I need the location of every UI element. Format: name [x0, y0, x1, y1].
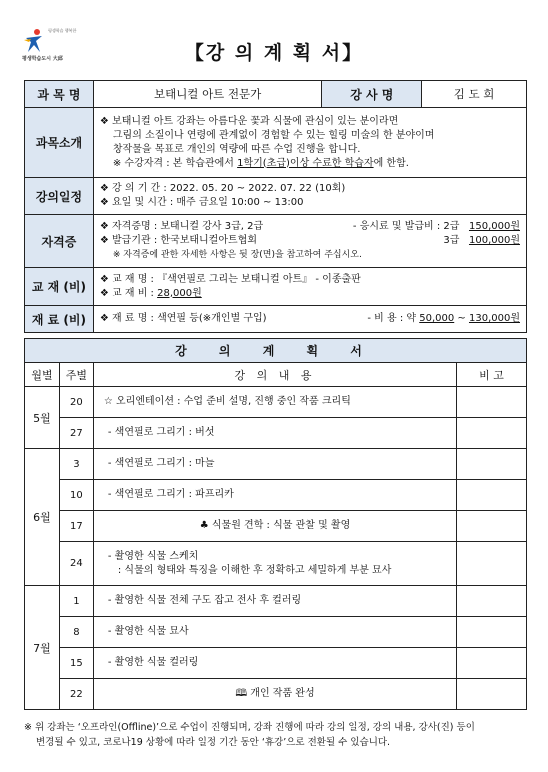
cert-fee-3: 100,000원: [468, 235, 520, 246]
lecture-content-line: : 식물의 형태와 특징을 이해한 후 정확하고 세밀하게 부분 묘사: [117, 564, 392, 576]
table-row: [25, 387, 527, 418]
table-row: [25, 449, 527, 480]
week-cell: 24: [59, 542, 93, 586]
intro-content: [93, 108, 526, 178]
lecture-content: - 촬영한 식물 컬러링: [93, 648, 456, 679]
lecture-content: - 촬영한 식물 묘사: [93, 617, 456, 648]
footer-note-line: ※ 위 강좌는 ‘오프라인(Offline)’으로 수업이 진행되며, 강좌 진행에 따라 강의 일정, 강의 내용, 강사(진) 등이: [24, 722, 475, 733]
bullet-icon: ❖: [99, 115, 109, 127]
page-title: 【강 의 계 획 서】: [184, 42, 364, 64]
table-row: [25, 648, 527, 679]
cert-grade-3: 3급: [443, 235, 460, 246]
note-cell: [457, 648, 527, 679]
month-may: 5월: [25, 387, 60, 449]
note-cell: [457, 679, 527, 710]
col-note: 비 고: [457, 363, 527, 387]
col-content: 강 의 내 용: [93, 363, 456, 387]
note-cell: [457, 586, 527, 617]
table-row: [25, 617, 527, 648]
lecture-content: - 색연필로 그리기 : 버섯: [93, 418, 456, 449]
week-cell: 17: [59, 511, 93, 542]
textbook-label: 교 재 (비): [25, 268, 94, 306]
lecture-content: 🕮 개인 작품 완성: [93, 679, 456, 710]
schedule-period: ❖ 강 의 기 간 : 2022. 05. 20 ~ 2022. 07. 22 (10회): [99, 183, 346, 194]
table-row: [25, 586, 527, 617]
material-label: 재 료 (비): [25, 306, 94, 333]
week-cell: 8: [59, 617, 93, 648]
schedule-content: [93, 178, 526, 215]
note-cell: [457, 617, 527, 648]
month-july: 7월: [25, 586, 60, 710]
lecture-content: ♣ 식물원 견학 : 식물 관찰 및 촬영: [93, 511, 456, 542]
table-row: [25, 511, 527, 542]
footer-note: [24, 720, 529, 750]
instructor-name: 김 도 희: [422, 81, 527, 108]
lecture-content: - 촬영한 식물 전체 구도 잡고 전사 후 컬러링: [93, 586, 456, 617]
note-cell: [457, 542, 527, 586]
logo-slogan: 평생학습 행복한: [48, 28, 77, 33]
cert-label: 자격증: [25, 215, 94, 268]
col-week: 주별: [59, 363, 93, 387]
week-cell: 15: [59, 648, 93, 679]
material-cost: - 비 용 : 약 50,000 ~ 130,000원: [367, 313, 520, 324]
table-row: [25, 542, 527, 586]
note-cell: [457, 480, 527, 511]
cert-fee-2: 150,000원: [468, 221, 520, 232]
note-cell: [457, 387, 527, 418]
week-cell: 1: [59, 586, 93, 617]
cert-note: ※ 자격증에 관한 자세한 사항은 뒷 장(면)을 참고하여 주십시오.: [112, 250, 362, 260]
textbook-content: [93, 268, 526, 306]
schedule-label: 강의일정: [25, 178, 94, 215]
month-june: 6월: [25, 449, 60, 586]
schedule-time: ❖ 요일 및 시간 : 매주 금요일 10:00 ~ 13:00: [99, 197, 304, 208]
material-name: ❖ 재 료 명 : 색연필 등(※개인별 구입): [99, 313, 267, 324]
lecture-content: - 색연필로 그리기 : 마늘: [93, 449, 456, 480]
course-info-table: [24, 80, 527, 333]
note-cell: [457, 449, 527, 480]
lecture-content: ☆ 오리엔테이션 : 수업 준비 설명, 진행 중인 작품 크리틱: [93, 387, 456, 418]
note-cell: [457, 511, 527, 542]
week-cell: 20: [59, 387, 93, 418]
cert-content: [93, 215, 526, 268]
lecture-content: [93, 542, 456, 586]
note-cell: [457, 418, 527, 449]
logo-city-name: 평생학습도시 大邱: [22, 56, 63, 62]
table-row: [25, 418, 527, 449]
instructor-label: 강 사 명: [322, 81, 422, 108]
intro-label: 과목소개: [25, 108, 94, 178]
textbook-price: ❖ 교 재 비 : 28,000원: [99, 287, 202, 299]
cert-name: ❖ 자격증명 : 보태니컬 강사 3급, 2급: [99, 221, 264, 232]
table-row: [25, 480, 527, 511]
cert-issuer: ❖ 발급기관 : 한국보태니컬아트협회: [99, 235, 257, 246]
textbook-name: ❖ 교 재 명 : 『색연필로 그리는 보태니컬 아트』 - 이종출판: [99, 273, 361, 285]
lecture-content-line: - 촬영한 식물 스케치: [107, 550, 199, 562]
course-label: 과 목 명: [25, 81, 94, 108]
intro-line: 창작물을 목표로 개인의 역량에 따른 수업 진행을 합니다.: [112, 143, 361, 155]
lecture-plan-table: [24, 338, 527, 710]
course-name: 보태니컬 아트 전문가: [93, 81, 322, 108]
material-content: [93, 306, 526, 333]
table-row: [25, 679, 527, 710]
plan-section-title: 강 의 계 획 서: [25, 339, 527, 363]
footer-note-line: 변경될 수 있고, 코로나19 상황에 따라 일정 기간 동안 ‘휴강’으로 전환될 수 있습니다.: [36, 737, 391, 748]
week-cell: 22: [59, 679, 93, 710]
intro-line: 보태니컬 아트 강좌는 아름다운 꽃과 식물에 관심이 있는 분이라면: [112, 115, 399, 127]
week-cell: 10: [59, 480, 93, 511]
week-cell: 3: [59, 449, 93, 480]
week-cell: 27: [59, 418, 93, 449]
intro-line: 그림의 소질이나 연령에 관계없이 경험할 수 있는 힐링 미술의 한 분야이며: [112, 129, 435, 141]
col-month: 월별: [25, 363, 60, 387]
cert-fee-label: - 응시료 및 발급비 : 2급: [352, 221, 460, 232]
lecture-content: - 색연필로 그리기 : 파프리카: [93, 480, 456, 511]
eligibility-note: ※ 수강자격 : 본 학습관에서 1학기(초급)이상 수료한 학습자에 한함.: [112, 157, 409, 169]
